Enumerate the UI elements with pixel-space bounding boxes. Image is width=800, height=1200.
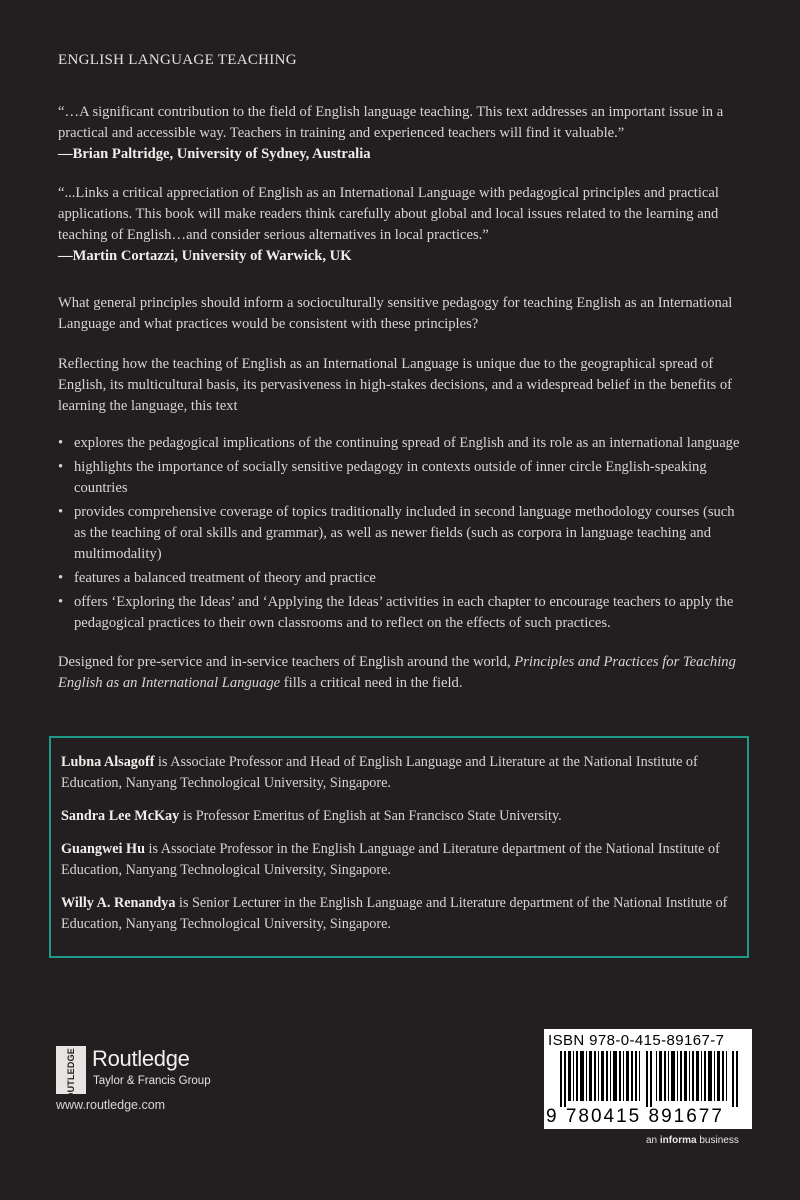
isbn-barcode <box>544 1029 752 1129</box>
closing-text-start: Designed for pre-service and in-service teachers of English around the world, <box>58 654 515 670</box>
quote-block-1 <box>58 102 748 165</box>
list-item-text: highlights the importance of socially sensitive pedagogy in contexts outside of inner circle English-speaking countries <box>74 459 707 496</box>
quote-text: “…A significant contribution to the field of English language teaching. This text addresses an important issue in a practical and accessible way. Teachers in training and experienced teachers will find it valuable.” <box>58 104 724 141</box>
isbn-label: ISBN 978-0-415-89167-7 <box>548 1032 725 1049</box>
ean-digits: 9 780415 891677 <box>546 1106 724 1127</box>
list-item <box>58 433 748 454</box>
list-item <box>58 457 748 499</box>
author-bio <box>61 893 737 935</box>
author-name: Guangwei Hu <box>61 841 145 857</box>
publisher-url: www.routledge.com <box>56 1098 166 1112</box>
author-bio <box>61 752 737 794</box>
quote-text: “...Links a critical appreciation of English as an International Language with pedagogical principles and practical applications. This book will make readers think carefully about global and local issues related to the learning and teaching of English…and consider serious alternatives in local practices.” <box>58 185 719 243</box>
author-name: Sandra Lee McKay <box>61 808 180 824</box>
barcode-icon <box>560 1051 740 1107</box>
book-title: Principles and Practices for Teaching English as an International Language <box>58 654 736 691</box>
author-bio <box>61 806 737 827</box>
author-bios-box <box>49 736 749 958</box>
list-item-text: offers ‘Exploring the Ideas’ and ‘Applying the Ideas’ activities in each chapter to encourage teachers to apply the pedagogical practices to their own classrooms and to reflect on the effects of such practices. <box>74 594 734 631</box>
list-item <box>58 592 748 634</box>
list-item <box>58 502 748 565</box>
bullet-icon: • <box>58 459 64 475</box>
quote-block-2 <box>58 183 748 267</box>
author-bio-text: is Professor Emeritus of English at San Francisco State University. <box>179 808 562 824</box>
bullet-icon: • <box>58 570 64 586</box>
bullet-icon: • <box>58 594 64 610</box>
list-item-text: explores the pedagogical implications of the continuing spread of English and its role as an international language <box>74 435 740 451</box>
informa-business: an informa business <box>646 1135 739 1146</box>
author-bio-text: is Associate Professor in the English Language and Literature department of the National Institute of Education, Nanyang Technological University, Singapore. <box>61 841 720 878</box>
quote-attribution: —Brian Paltridge, University of Sydney, Australia <box>58 146 371 162</box>
bullet-icon: • <box>58 504 64 520</box>
list-item-text: features a balanced treatment of theory and practice <box>74 570 376 586</box>
author-name: Willy A. Renandya <box>61 895 176 911</box>
closing-paragraph <box>58 652 748 694</box>
author-bio <box>61 839 737 881</box>
publisher-group: Taylor & Francis Group <box>93 1075 211 1087</box>
bullet-icon: • <box>58 435 64 451</box>
series-label: ENGLISH LANGUAGE TEACHING <box>58 52 297 68</box>
author-bio-text: is Senior Lecturer in the English Language and Literature department of the National Institute of Education, Nanyang Technological University, Singapore. <box>61 895 728 932</box>
author-bio-text: is Associate Professor and Head of English Language and Literature at the National Institute of Education, Nanyang Technological University, Singapore. <box>61 754 698 791</box>
intro-paragraph: Reflecting how the teaching of English as an International Language is unique due to the geographical spread of English, its multicultural basis, its pervasiveness in high-stakes decisions, and a widespread belief in the benefits of learning the language, this text <box>58 356 733 414</box>
list-item-text: provides comprehensive coverage of topics traditionally included in second language methodology courses (such as the teaching of oral skills and grammar), as well as newer fields (such as corpora in language teaching and multimodality) <box>74 504 735 562</box>
list-item <box>58 568 748 589</box>
routledge-mark-icon: ROUTLEDGE <box>56 1046 86 1094</box>
author-name: Lubna Alsagoff <box>61 754 155 770</box>
closing-text-end: fills a critical need in the field. <box>280 675 463 691</box>
main-content <box>58 102 748 713</box>
feature-list <box>58 433 748 634</box>
quote-attribution: —Martin Cortazzi, University of Warwick, UK <box>58 248 352 264</box>
informa-brand: informa <box>659 1135 697 1146</box>
publisher-name: Routledge <box>92 1046 190 1071</box>
question-paragraph: What general principles should inform a socioculturally sensitive pedagogy for teaching English as an International Language and what practices would be consistent with these principles? <box>58 295 733 332</box>
